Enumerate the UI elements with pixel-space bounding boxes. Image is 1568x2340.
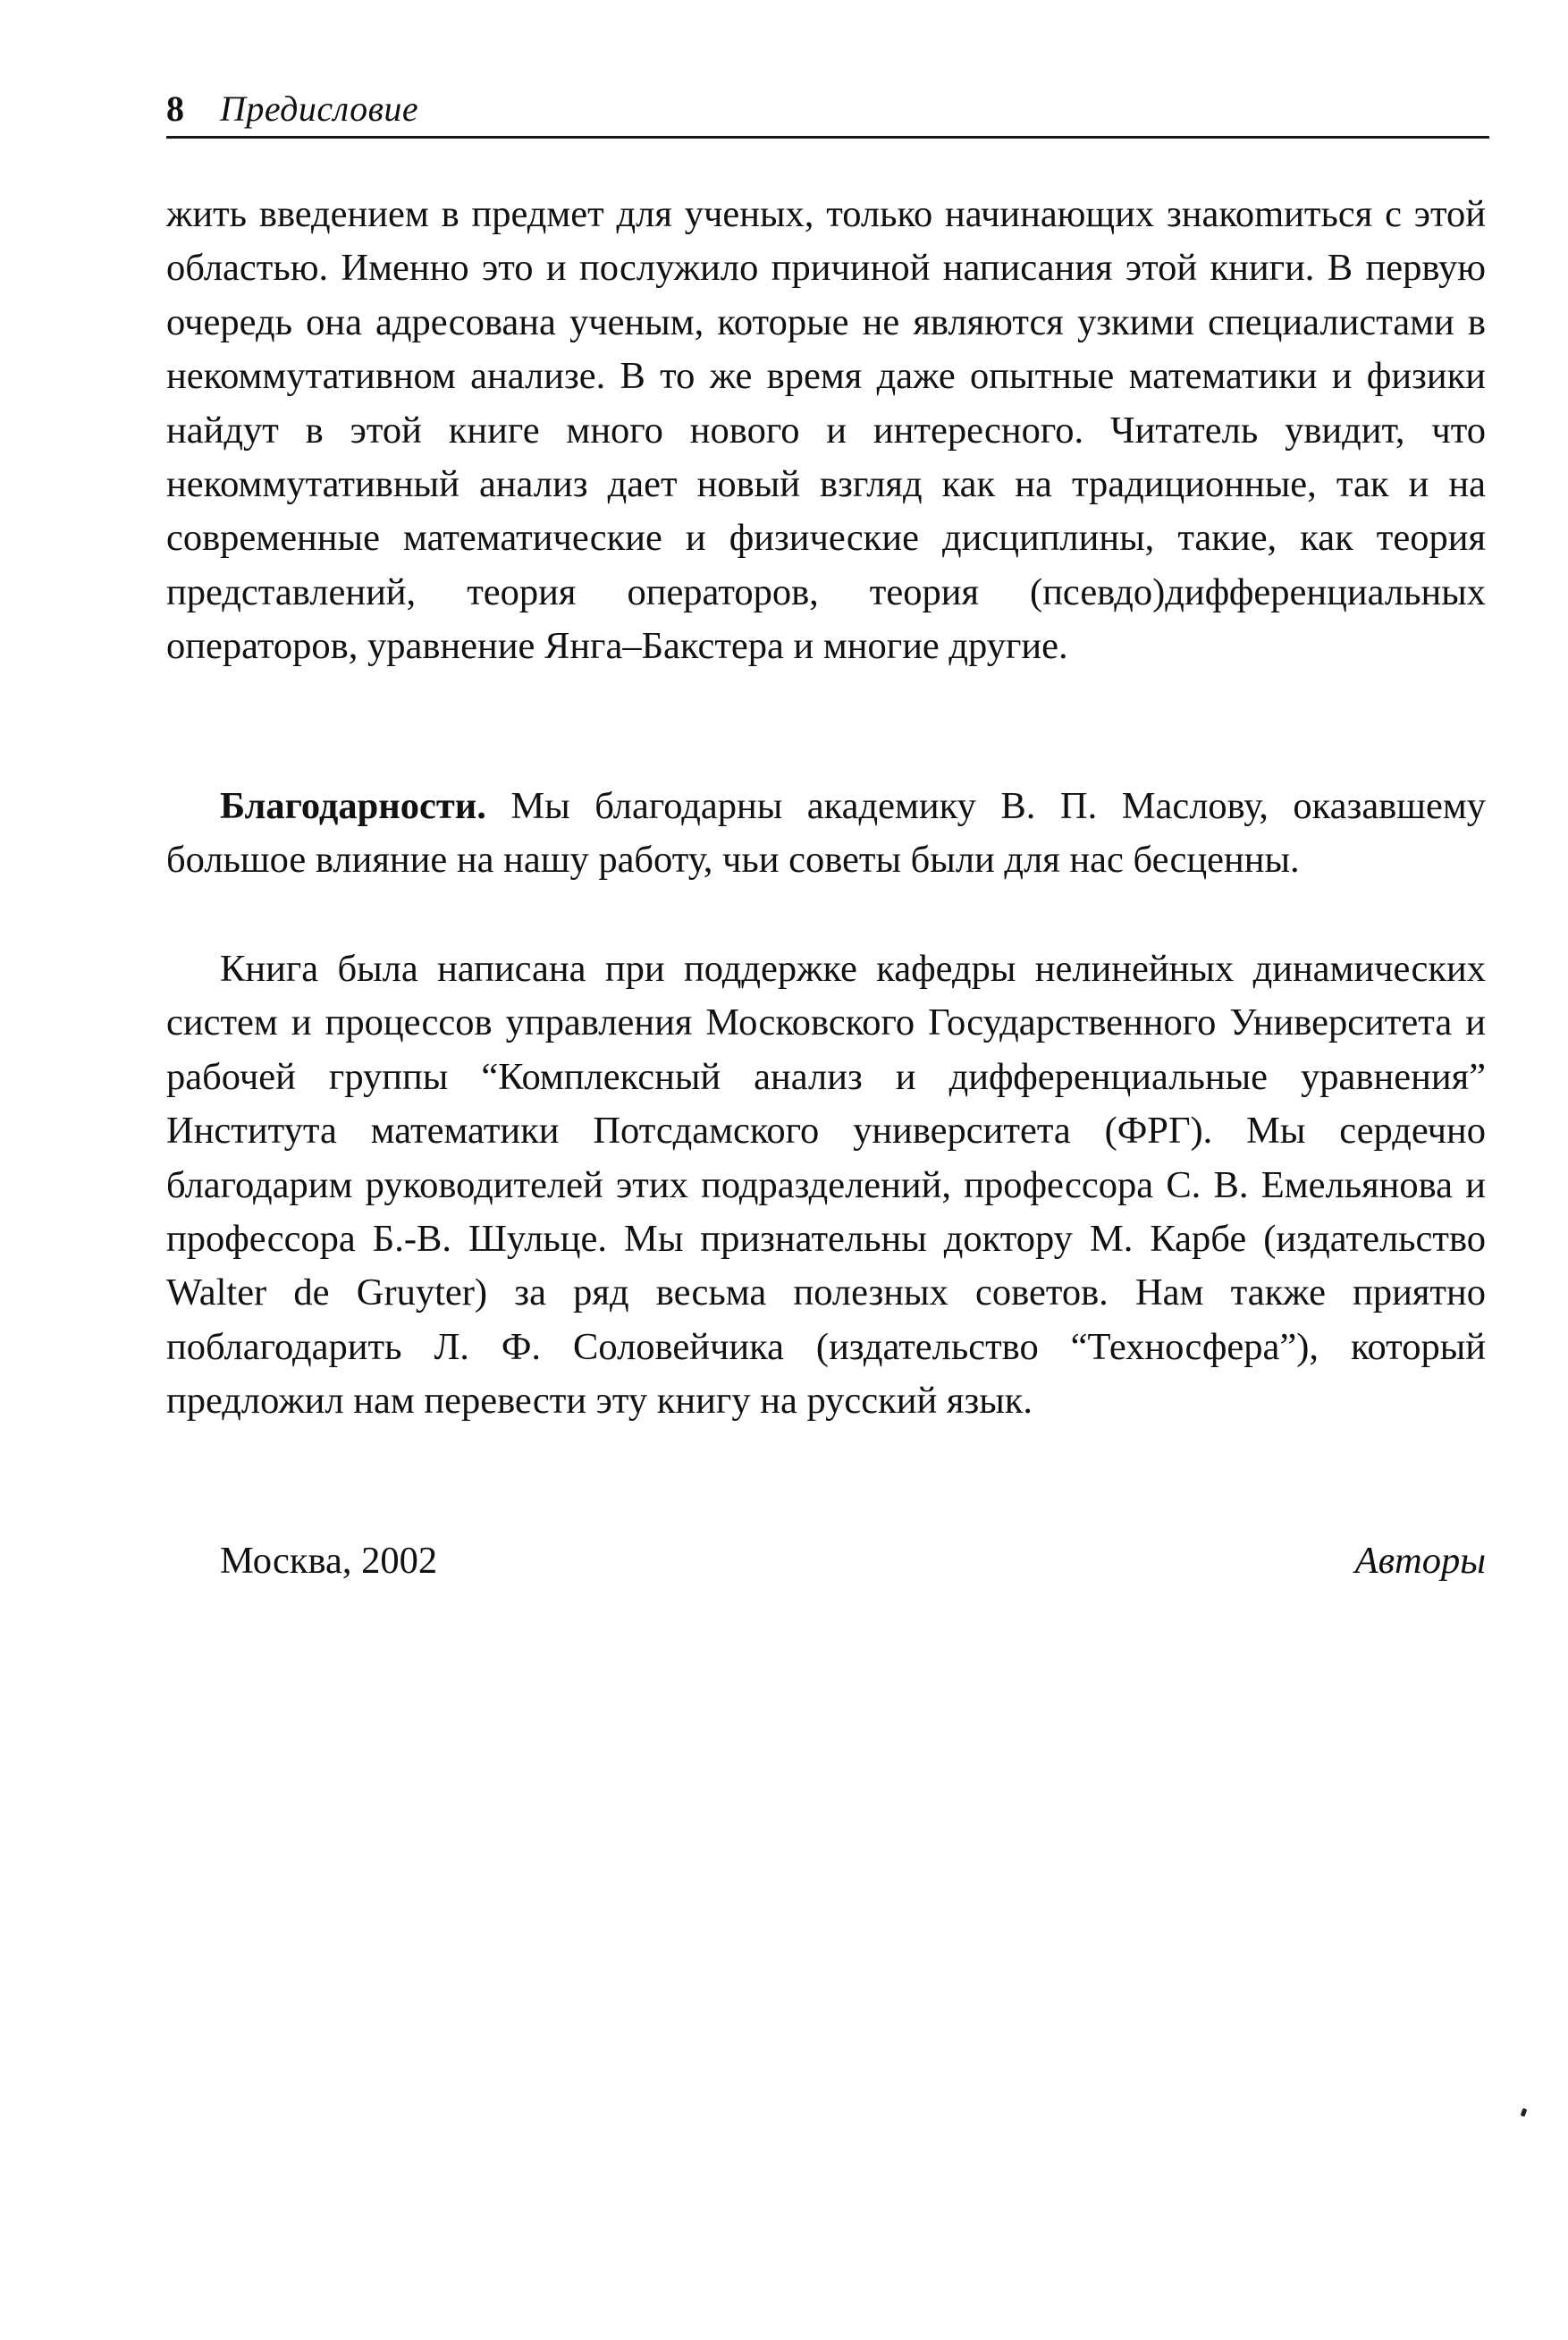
- paragraph-text: жить введением в предмет для ученых, только начинающих знакоmиться с этой областью. Именно это и послужило причиной написания этой книги. В первую очередь она адресована ученым, которые не являются узкими специалистами в некоммутативном анализе. В то же время даже опытные математики и физики найдут в этой книге много нового и интересного. Читатель увидит, что некоммутативный анализ дает новый взгляд как на традиционные, так и на современные математические и физические дисциплины, такие, как теория представлений, теория операторов, теория (псевдо)дифференциальных операторов, уравнение Янга–Бакстера и многие другие.: [166, 193, 1486, 668]
- scan-speck: [1521, 2108, 1528, 2116]
- acknowledgements-heading: Благодарности.: [220, 785, 486, 827]
- page-number: 8: [166, 89, 184, 129]
- preface-paragraph-continued: [166, 188, 1486, 674]
- paragraph-text: Книга была написана при поддержке кафедры нелинейных динамических систем и процессов управления Московского Государственного Университета и рабочей группы “Комплексный анализ и дифференциальные уравнения” Института математики Потсдамского университета (ФРГ). Мы сердечно благодарим руководителей этих подразделений, профессора С. В. Емельянова и профессора Б.-В. Шульце. Мы признательны доктору М. Карбе (издательство Walter de Gruyter) за ряд весьма полезных советов. Нам также приятно поблагодарить Л. Ф. Соловейчика (издательство “Техносфера”), который предложил нам перевести эту книгу на русский язык.: [166, 948, 1486, 1423]
- authors-signature: Авторы: [1354, 1540, 1486, 1582]
- place-and-date: Москва, 2002: [220, 1540, 438, 1582]
- section-title: Предисловие: [220, 89, 419, 129]
- acknowledgements-paragraph: [166, 780, 1486, 888]
- signature-line: [220, 1534, 1486, 1588]
- acknowledgements-text: [166, 780, 1486, 888]
- acknowledgements-body: Мы благодарны академику В. П. Маслову, оказавшему большое влияние на нашу работу, чьи советы были для нас бесценны.: [166, 785, 1486, 882]
- support-paragraph: [166, 942, 1486, 1429]
- running-header: [166, 82, 1489, 139]
